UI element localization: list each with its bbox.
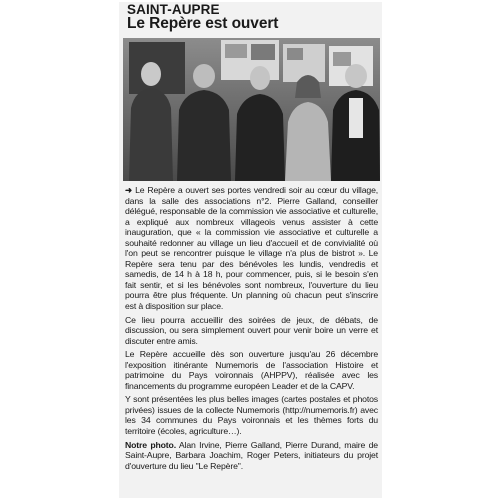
paragraph: Ce lieu pourra accueillir des soirées de jeux, de débats, de discussion, ou sera simplement ouvert pour venir boire un verre et discuter entre amis. bbox=[125, 314, 378, 346]
article-photo bbox=[123, 38, 380, 181]
paragraph: Le Repère accueille dès son ouverture jusqu'au 26 décembre l'exposition itinérante Numemoris de l'association Histoire et patrimoine du Pays voironnais (AHPPV), réalisée avec les financements du programme européen Leader et de la CAPV. bbox=[125, 349, 378, 391]
lead-arrow-icon: ➜ bbox=[125, 185, 133, 195]
article-kicker: SAINT-AUPRE bbox=[127, 2, 220, 17]
article-headline: Le Repère est ouvert bbox=[127, 15, 279, 32]
article-body bbox=[125, 185, 378, 474]
paragraph: Y sont présentées les plus belles images (cartes postales et photos privées) issues de la collecte Numemoris (http://numemoris.fr) avec les 34 communes du Pays voironnais et les thèmes forts du territoire (écoles, agriculture…). bbox=[125, 394, 378, 437]
paragraph bbox=[125, 185, 378, 312]
paragraph-text: Le Repère a ouvert ses portes vendredi soir au cœur du village, dans la salle des associations n°2. Pierre Galland, conseiller délégué, responsable de la commission vie associative et culturelle, a expliqué aux nombreux villageois venus assister à cette inauguration, que « la commission vie associative et culturelle a souhaité redonner au village un lieu d'accueil et de convivialité où l'on peut se rencontrer puisque le village n'a plus de bistrot ». Le Repère sera tenu par des bénévoles les lundis, vendredis et samedis, de 14 h à 18 h, pour commencer, puis, si le besoin s'en fait sentir, et si les bénévoles sont nombreux, l'ouverture du lieu pourra être plus fréquente. Un planning où chacun peut s'inscrire est à disposition sur place. bbox=[125, 185, 379, 312]
caption-label: Notre photo. bbox=[125, 439, 176, 450]
caption-text: Alan Irvine, Pierre Galland, Pierre Durand, maire de Saint-Aupre, Barbara Joachim, Roger Peters, initiateurs du projet d'ouverture du lieu "Le Repère". bbox=[125, 439, 378, 471]
group-photo-image bbox=[123, 38, 380, 181]
newspaper-article bbox=[119, 2, 382, 498]
photo-caption bbox=[125, 440, 378, 472]
